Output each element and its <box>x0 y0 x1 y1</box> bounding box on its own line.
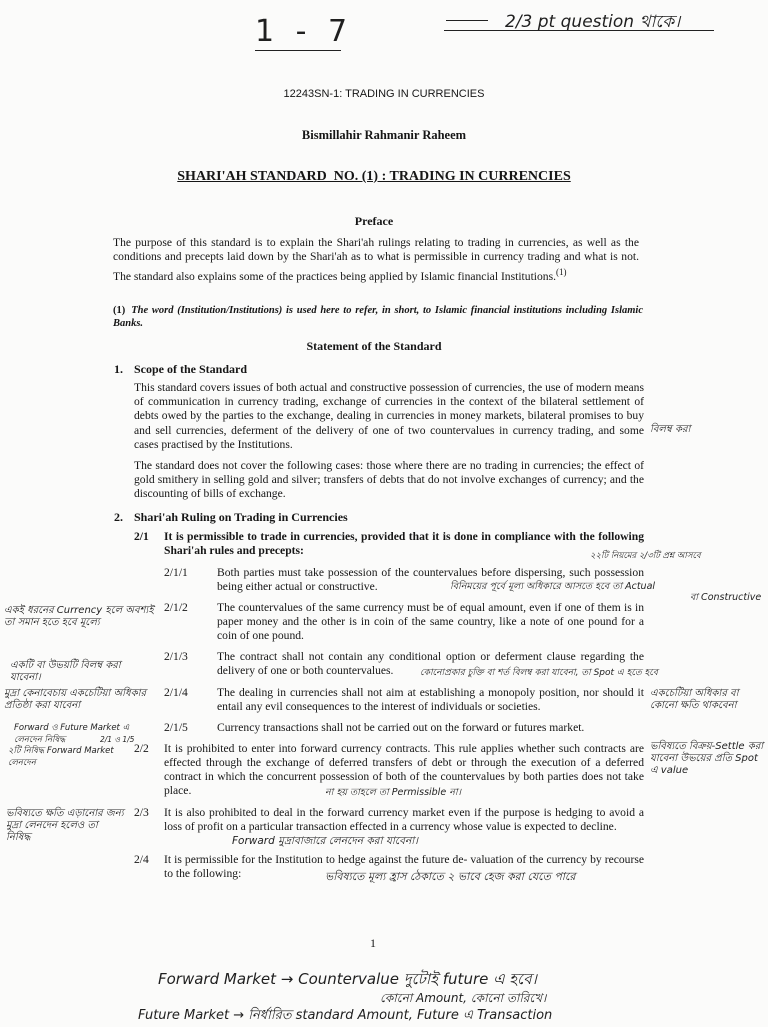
rule-2-1-3-number: 2/1/3 <box>164 650 188 663</box>
note-left-2-1-5: Forward ও Future Market এ লেনদেন নিষিদ্ধ <box>14 723 130 745</box>
footnote <box>113 305 643 330</box>
statement-heading: Statement of the Standard <box>306 339 442 353</box>
note-after-2-1-4: একচেটিয়া অধিকার বা কোনো ক্ষতি থাকবেনা <box>650 688 739 711</box>
scope-margin-note: বিলম্ব করা <box>650 424 691 435</box>
note-left-2-3: ভবিষ্যতে ক্ষতি এড়ানোর জন্য মুদ্রা লেনদেন হলেও তা নিষিদ্ধ <box>6 808 124 843</box>
section1-number: 1. <box>114 362 123 376</box>
page-range-underline <box>255 50 341 51</box>
note-after-2-4: ভবিষ্যতে মূল্য হ্রাস ঠেকাতে ২ ভাবে হেজ করা যেতে পারে <box>325 870 576 883</box>
strikethrough-scribble <box>446 20 488 29</box>
note-after-2-1-1b: বা Constructive <box>690 592 762 603</box>
rule-2-1-5-text: Currency transactions shall not be carried out on the forward or futures market. <box>217 721 585 734</box>
footnote-mark: (1) <box>113 305 126 316</box>
preface-text <box>113 236 639 284</box>
section2-number: 2. <box>114 510 123 524</box>
scope-paragraph-1: This standard covers issues of both actual and constructive possession of currencies, the use of modern means of communication in currency trading, exchange of currencies in the context of the bilateral settlement of debts owed by the parties to the exchange, dealing in currencies in money markets, bilateral promises to buy and sell currencies, deferment of the delivery of one of two countervalues in currency trading, and some cases practised by the Institutions. <box>134 381 644 451</box>
note-right-2-2: ভবিষ্যতে বিক্রয়-Settle করা যাবেনা উভয়ের প্রতি Spot এ value <box>650 741 764 776</box>
rule-2-3-text: It is also prohibited to deal in the forward currency market even if the purpose is hedging to avoid a loss of profit on a particular transaction effected in a currency whose value is expected to decline. <box>164 806 644 833</box>
note-left-2-1-5-label: ২টি নিষিদ্ধ Forward Market লেনদেন <box>8 746 114 768</box>
rule-2-1-text: It is permissible to trade in currencies, provided that it is done in compliance with the following Shari'ah rules and precepts: <box>164 530 644 557</box>
rule-2-2-number: 2/2 <box>134 742 149 755</box>
preface-body: The purpose of this standard is to explain the Shari'ah rulings relating to trading in currencies, as well as the conditions and precepts laid down by the Shari'ah as to what is permissible in currency trading and what is not. The standard also explains some of the practices being applied by Islamic financial Institutions. <box>113 236 639 283</box>
bismillah: Bismillahir Rahmanir Raheem <box>301 128 467 142</box>
rule-2-1-1-number: 2/1/1 <box>164 566 188 579</box>
preface-footnote-ref: (1) <box>556 266 567 277</box>
note-after-2-1-1a: বিনিময়ের পূর্বে মূল্য অধিকারে আসতে হবে তা Actual <box>450 581 656 592</box>
rule-2-4-text: It is permissible for the Institution to hedge against the future de- valuation of the currency by recourse to the following: <box>164 853 644 880</box>
note-left-2-1-2: একই ধরনের Currency হলে অবশ্যই তা সমান হতে হবে মূল্যে <box>4 605 154 628</box>
scope-paragraph-2: The standard does not cover the following cases: those where there are no trading in currencies; the effect of gold smithery in selling gold and silver; transfers of debts that do not involve exchanges of currency; and the discounting of bills of exchange. <box>134 459 644 501</box>
note-after-2-2: না হয় তাহলে তা Permissible না। <box>325 787 462 798</box>
document-code: 12243SN-1: TRADING IN CURRENCIES <box>283 88 485 100</box>
rule-2-1-2-number: 2/1/2 <box>164 601 188 614</box>
rule-2-1-3-text: The contract shall not contain any conditional option or deferment clause regarding the delivery of one or both countervalues. <box>217 650 644 677</box>
rule-2-1-number: 2/1 <box>134 530 149 543</box>
note-left-2-1-3: একটি বা উভয়টি বিলম্ব করা যাবেনা। <box>10 660 121 683</box>
rule-2-1-1-text: Both parties must take possession of the countervalues before dispersing, such possession being either actual or constructive. <box>217 566 644 593</box>
rule-2-3-number: 2/3 <box>134 806 149 819</box>
section2-heading: Shari'ah Ruling on Trading in Currencies <box>134 510 348 524</box>
note-left-2-1-4: মুদ্রা কেনাবেচায় একচেটিয়া অধিকার প্রতিষ্ঠা করা যাবেনা <box>4 688 146 711</box>
handwritten-page-range: 1 - 7 <box>255 14 354 49</box>
rule-2-2-text: It is prohibited to enter into forward currency contracts. This rule applies whether such contracts are effected through the exchange of deferred transfers of debt or through the execution of a deferred contract in which the concurrent possession of both of the countervalues by both parties does not take place. <box>164 742 644 797</box>
page-number: 1 <box>370 936 376 950</box>
bottom-note-future: Future Market → নির্ধারিত standard Amount, Future এ Transaction <box>138 1008 553 1023</box>
top-note-underline <box>444 30 714 31</box>
handwritten-top-note: 2/3 pt question থাকে। <box>505 12 681 32</box>
rule-2-1-2-text: The countervalues of the same currency must be of equal amount, even if one of them is in paper money and the other is in coin of the same country, like a note of one pound for a coin of one pound. <box>217 601 644 642</box>
rule-2-4-number: 2/4 <box>134 853 149 866</box>
note-above-2-2: 2/1 ও 1/5 <box>100 735 135 744</box>
main-title: SHARI'AH STANDARD NO. (1) : TRADING IN CURRENCIES <box>177 169 571 184</box>
note-after-2-1: ২২টি নিয়মের ২/৩টি প্রশ্ন আসবে <box>590 551 701 561</box>
rule-2-1-5-number: 2/1/5 <box>164 721 188 734</box>
rule-2-1-4-text: The dealing in currencies shall not aim at establishing a monopoly position, nor should it entail any evil consequences to the interest of individuals or societies. <box>217 686 644 713</box>
footnote-text: The word (Institution/Institutions) is used here to refer, in short, to Islamic financial institutions including Islamic Banks. <box>113 305 643 329</box>
note-after-2-3: Forward মুদ্রাবাজারে লেনদেন করা যাবেনা। <box>232 835 419 847</box>
preface-heading: Preface <box>354 214 394 228</box>
bottom-note-forward-sub: কোনো Amount, কোনো তারিখে। <box>380 991 547 1005</box>
rule-2-1-4-number: 2/1/4 <box>164 686 188 699</box>
bottom-note-forward: Forward Market → Countervalue দুটোই future এ হবে। <box>158 970 537 988</box>
section1-heading: Scope of the Standard <box>134 362 248 376</box>
note-after-2-1-3: কোনোপ্রকার চুক্তি বা শর্ত বিলম্ব করা যাবেনা, তা Spot এ হতে হবে <box>420 668 658 678</box>
